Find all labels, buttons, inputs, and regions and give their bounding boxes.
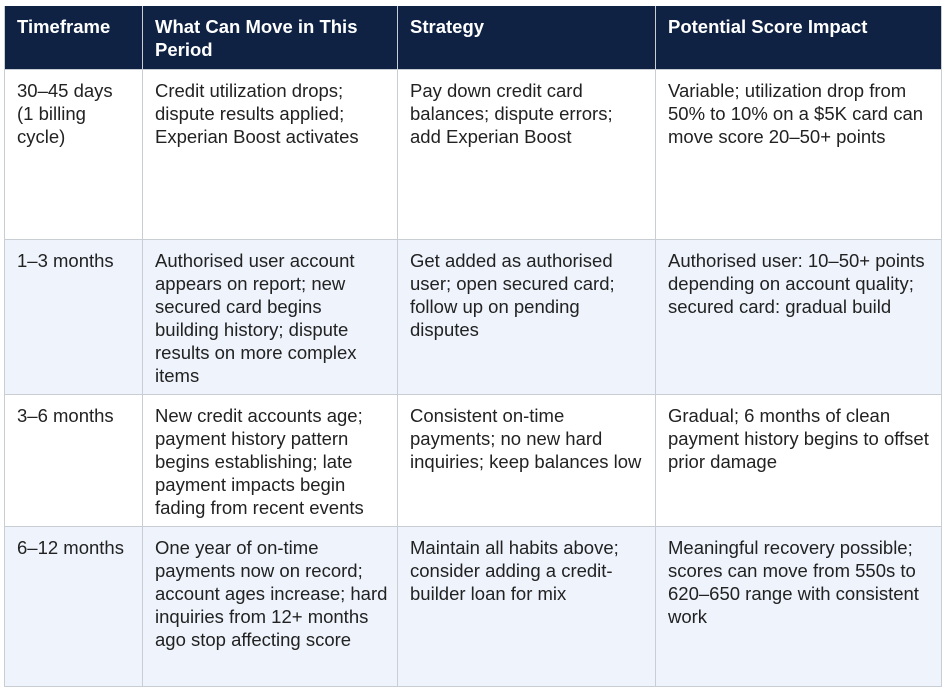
header-potential-score-impact: Potential Score Impact	[656, 6, 942, 70]
table-row	[5, 240, 942, 395]
header-strategy: Strategy	[398, 6, 656, 70]
cell-impact	[656, 395, 942, 527]
cell-impact-text: Authorised user: 10–50+ points depending on account quality; secured card: gradual build	[668, 250, 925, 317]
cell-what-can-move-text: Credit utilization drops; dispute results applied; Experian Boost activates	[155, 80, 359, 147]
cell-timeframe-text: 1–3 months	[17, 250, 114, 271]
table-row	[5, 395, 942, 527]
cell-strategy-text: Consistent on-time payments; no new hard inquiries; keep balances low	[410, 405, 642, 472]
cell-impact-text: Gradual; 6 months of clean payment history begins to offset prior damage	[668, 405, 929, 472]
credit-timeline-table	[4, 6, 942, 687]
cell-strategy	[398, 527, 656, 687]
table-body	[5, 70, 942, 687]
header-timeframe: Timeframe	[5, 6, 143, 70]
table-row	[5, 70, 942, 240]
cell-timeframe-text: 6–12 months	[17, 537, 124, 558]
cell-impact	[656, 240, 942, 395]
cell-impact-text: Meaningful recovery possible; scores can move from 550s to 620–650 range with consistent work	[668, 537, 919, 627]
cell-what-can-move	[143, 527, 398, 687]
cell-impact	[656, 527, 942, 687]
cell-strategy-text: Get added as authorised user; open secured card; follow up on pending disputes	[410, 250, 615, 340]
cell-timeframe	[5, 240, 143, 395]
cell-timeframe	[5, 70, 143, 240]
cell-strategy	[398, 240, 656, 395]
cell-impact	[656, 70, 942, 240]
cell-what-can-move	[143, 395, 398, 527]
cell-strategy-text: Maintain all habits above; consider adding a credit-builder loan for mix	[410, 537, 619, 604]
cell-what-can-move-text: New credit accounts age; payment history pattern begins establishing; late payment impacts begin fading from recent events	[155, 405, 364, 518]
cell-timeframe	[5, 395, 143, 527]
cell-what-can-move-text: One year of on-time payments now on record; account ages increase; hard inquiries from 12+ months ago stop affecting score	[155, 537, 388, 650]
cell-timeframe-text: 3–6 months	[17, 405, 114, 426]
cell-timeframe-text: 30–45 days (1 billing cycle)	[17, 80, 113, 147]
cell-what-can-move	[143, 70, 398, 240]
cell-impact-text: Variable; utilization drop from 50% to 10% on a $5K card can move score 20–50+ points	[668, 80, 924, 147]
cell-timeframe	[5, 527, 143, 687]
cell-strategy	[398, 70, 656, 240]
cell-strategy-text: Pay down credit card balances; dispute errors; add Experian Boost	[410, 80, 613, 147]
cell-what-can-move-text: Authorised user account appears on report; new secured card begins building history; dispute results on more complex items	[155, 250, 357, 386]
cell-what-can-move	[143, 240, 398, 395]
header-row	[5, 6, 942, 70]
header-what-can-move: What Can Move in This Period	[143, 6, 398, 70]
cell-strategy	[398, 395, 656, 527]
table-header	[5, 6, 942, 70]
table-row	[5, 527, 942, 687]
